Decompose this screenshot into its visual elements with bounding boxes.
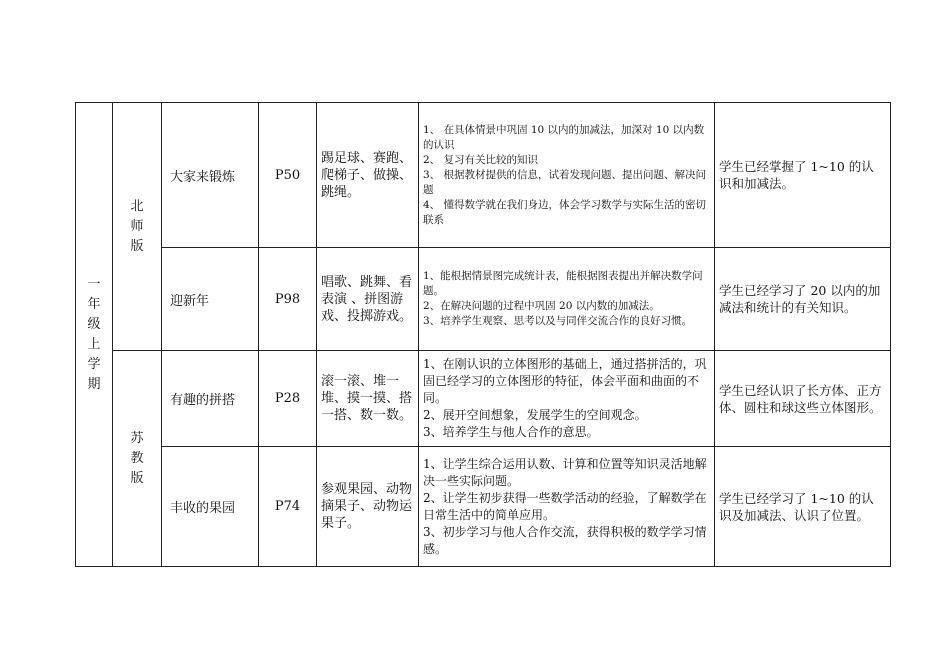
table-row — [76, 447, 891, 567]
edition-cell-sj: 苏 教 版 — [113, 351, 162, 567]
goal-item: 1、在刚认识的立体图形的基础上，通过搭拼活的，巩固已经学习的立体图形的特征，体会平面和曲面的不同。 — [423, 357, 707, 405]
lesson-plan-table — [75, 102, 891, 567]
student-basis: 学生已经认识了长方体、正方体、圆柱和球这些立体图形。 — [715, 351, 891, 447]
page-number: P74 — [259, 447, 317, 567]
edition-cell-bsd: 北 师 版 — [113, 103, 162, 351]
goal-item: 2、让学生初步获得一些数学活动的经验，了解数学在日常生活中的简单应用。 — [423, 490, 707, 522]
goals-cell — [419, 351, 715, 447]
table-row — [76, 103, 891, 248]
goal-item: 1、能根据情景图完成统计表，能根据图表提出并解决数学问题。 — [423, 270, 703, 297]
goal-item: 3、 根据教材提供的信息，试着发现问题、提出问题、解决问题 — [423, 168, 707, 196]
page-number: P50 — [259, 103, 317, 248]
goal-item: 4、 懂得数学就在我们身边，体会学习数学与实际生活的密切联系 — [423, 198, 707, 226]
table-row — [76, 248, 891, 351]
lesson-title: 丰收的果园 — [162, 447, 259, 567]
activity-list: 唱歌、跳舞、看表演 、拼图游戏、投掷游戏。 — [317, 248, 419, 351]
goal-item: 2、展开空间想象，发展学生的空间观念。 — [423, 408, 647, 422]
page-number: P98 — [259, 248, 317, 351]
goal-item: 3、培养学生与他人合作的意思。 — [423, 425, 599, 439]
goal-item: 3、初步学习与他人合作交流，获得积极的数学学习情感。 — [423, 524, 707, 556]
student-basis: 学生已经学习了 1~10 的认识及加减法、认识了位置。 — [715, 447, 891, 567]
goals-cell — [419, 103, 715, 248]
student-basis: 学生已经掌握了 1~10 的认识和加减法。 — [715, 103, 891, 248]
goal-item: 1、 在具体情景中巩固 10 以内的加减法，加深对 10 以内数的认识 — [423, 123, 705, 151]
lesson-title: 有趣的拼搭 — [162, 351, 259, 447]
lesson-title: 迎新年 — [162, 248, 259, 351]
goal-item: 1、让学生综合运用认数、计算和位置等知识灵活地解决一些实际问题。 — [423, 456, 707, 488]
goals-cell — [419, 248, 715, 351]
activity-list: 踢足球、赛跑、爬梯子、做操、跳绳。 — [317, 103, 419, 248]
goal-item: 2、 复习有关比较的知识 — [423, 153, 539, 166]
goal-item: 3、培养学生观察、思考以及与同伴交流合作的良好习惯。 — [423, 315, 693, 327]
student-basis: 学生已经学习了 20 以内的加减法和统计的有关知识。 — [715, 248, 891, 351]
page-number: P28 — [259, 351, 317, 447]
term-cell: 一 年 级 上 学 期 — [76, 103, 113, 567]
goal-item: 2、在解决问题的过程中巩固 20 以内数的加减法。 — [423, 300, 660, 312]
activity-list: 参观果园、动物摘果子、动物运果子。 — [317, 447, 419, 567]
lesson-title: 大家来锻炼 — [162, 103, 259, 248]
table-row — [76, 351, 891, 447]
goals-cell — [419, 447, 715, 567]
activity-list: 滚一滚、堆一堆、摸一摸、搭一搭、数一数。 — [317, 351, 419, 447]
